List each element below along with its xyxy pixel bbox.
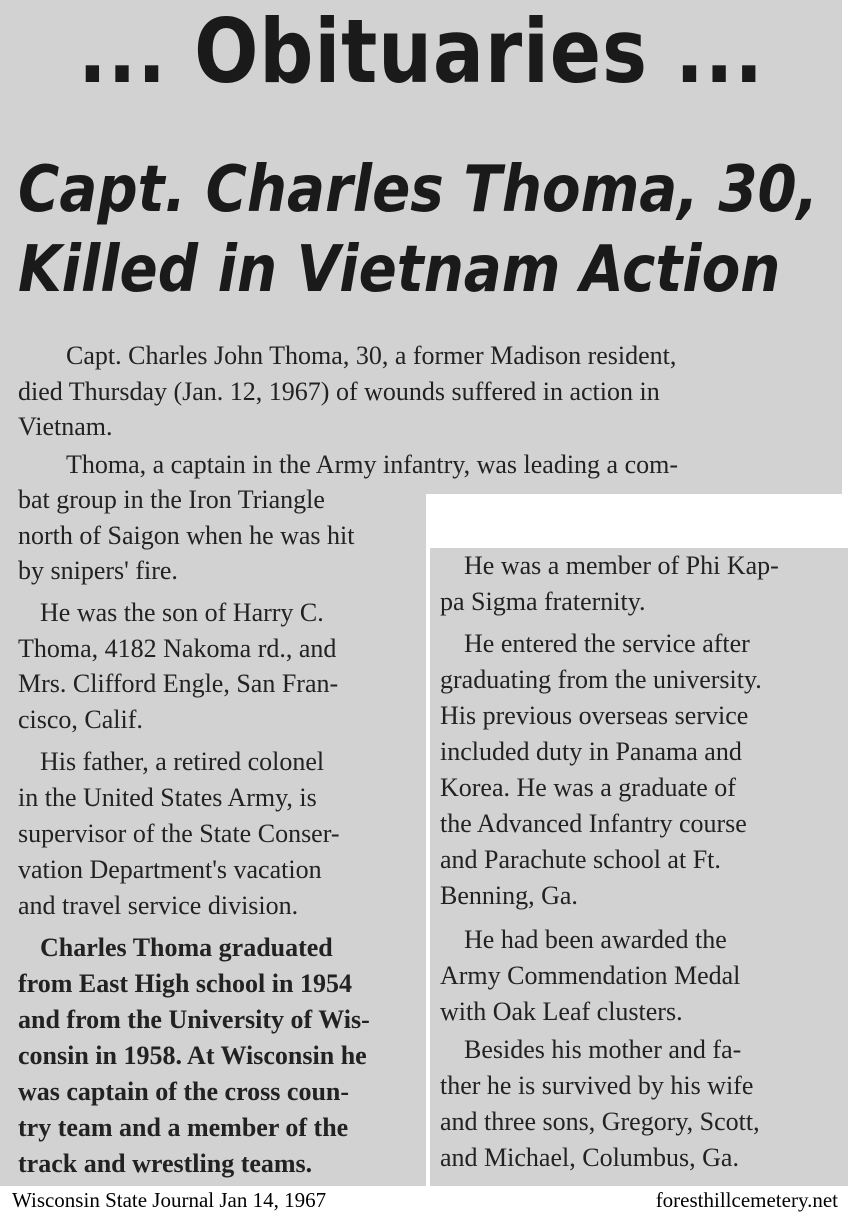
right-column-line: and Michael, Columbus, Ga. xyxy=(440,1143,739,1172)
left-column-line: and travel service division. xyxy=(18,891,299,920)
left-column-line: supervisor of the State Conser- xyxy=(18,819,340,848)
left-column-line: Mrs. Clifford Engle, San Fran- xyxy=(18,669,339,698)
right-column-line: He had been awarded the xyxy=(464,925,727,954)
left-column-line: in the United States Army, is xyxy=(18,783,317,812)
right-column-line: Korea. He was a graduate of xyxy=(440,773,736,802)
section-masthead: ... Obituaries ... xyxy=(78,0,764,103)
right-column-line: Benning, Ga. xyxy=(440,881,578,910)
left-column-bold-line: Charles Thoma graduated xyxy=(40,933,333,962)
left-column-bold-line: and from the University of Wis- xyxy=(18,1005,370,1034)
left-column-bold-line: was captain of the cross coun- xyxy=(18,1077,350,1106)
intro-line: Vietnam. xyxy=(18,412,113,441)
right-column-line: Besides his mother and fa- xyxy=(464,1035,742,1064)
left-column-line: by snipers' fire. xyxy=(18,556,178,585)
left-column-bold-line: track and wrestling teams. xyxy=(18,1149,313,1178)
right-column-line: the Advanced Infantry course xyxy=(440,809,747,838)
left-column-line: north of Saigon when he was hit xyxy=(18,521,355,550)
left-column-bold-line: consin in 1958. At Wisconsin he xyxy=(18,1041,367,1070)
source-caption: Wisconsin State Journal Jan 14, 1967 xyxy=(12,1188,327,1212)
left-column-line: His father, a retired colonel xyxy=(40,747,325,776)
right-column-line: graduating from the university. xyxy=(440,665,762,694)
right-column-line: He entered the service after xyxy=(464,629,750,658)
headline-line-2: Killed in Vietnam Action xyxy=(18,233,781,307)
left-column-bold-line: try team and a member of the xyxy=(18,1113,349,1142)
right-column-line: and three sons, Gregory, Scott, xyxy=(440,1107,760,1136)
right-column-line: His previous overseas service xyxy=(440,701,749,730)
right-column-line: ther he is survived by his wife xyxy=(440,1071,754,1100)
right-column-line: Army Commendation Medal xyxy=(440,961,741,990)
intro-line: bat group in the Iron Triangle xyxy=(18,485,325,514)
right-column-line: with Oak Leaf clusters. xyxy=(440,997,683,1026)
left-column-line: cisco, Calif. xyxy=(18,705,143,734)
intro-line: died Thursday (Jan. 12, 1967) of wounds suffered in action in xyxy=(18,377,660,406)
right-column-line: and Parachute school at Ft. xyxy=(440,845,721,874)
left-column-line: Thoma, 4182 Nakoma rd., and xyxy=(18,634,337,663)
left-column-line: He was the son of Harry C. xyxy=(40,598,324,627)
right-column-line: pa Sigma fraternity. xyxy=(440,587,646,616)
right-column-line: He was a member of Phi Kap- xyxy=(464,551,779,580)
website-caption: foresthillcemetery.net xyxy=(655,1188,838,1212)
intro-line: Thoma, a captain in the Army infantry, was leading a com- xyxy=(66,450,679,479)
right-column-line: included duty in Panama and xyxy=(440,737,742,766)
left-column-bold-line: from East High school in 1954 xyxy=(18,969,352,998)
headline-line-1: Capt. Charles Thoma, 30, xyxy=(18,153,819,227)
left-column-line: vation Department's vacation xyxy=(18,855,322,884)
intro-line: Capt. Charles John Thoma, 30, a former Madison resident, xyxy=(66,341,677,370)
